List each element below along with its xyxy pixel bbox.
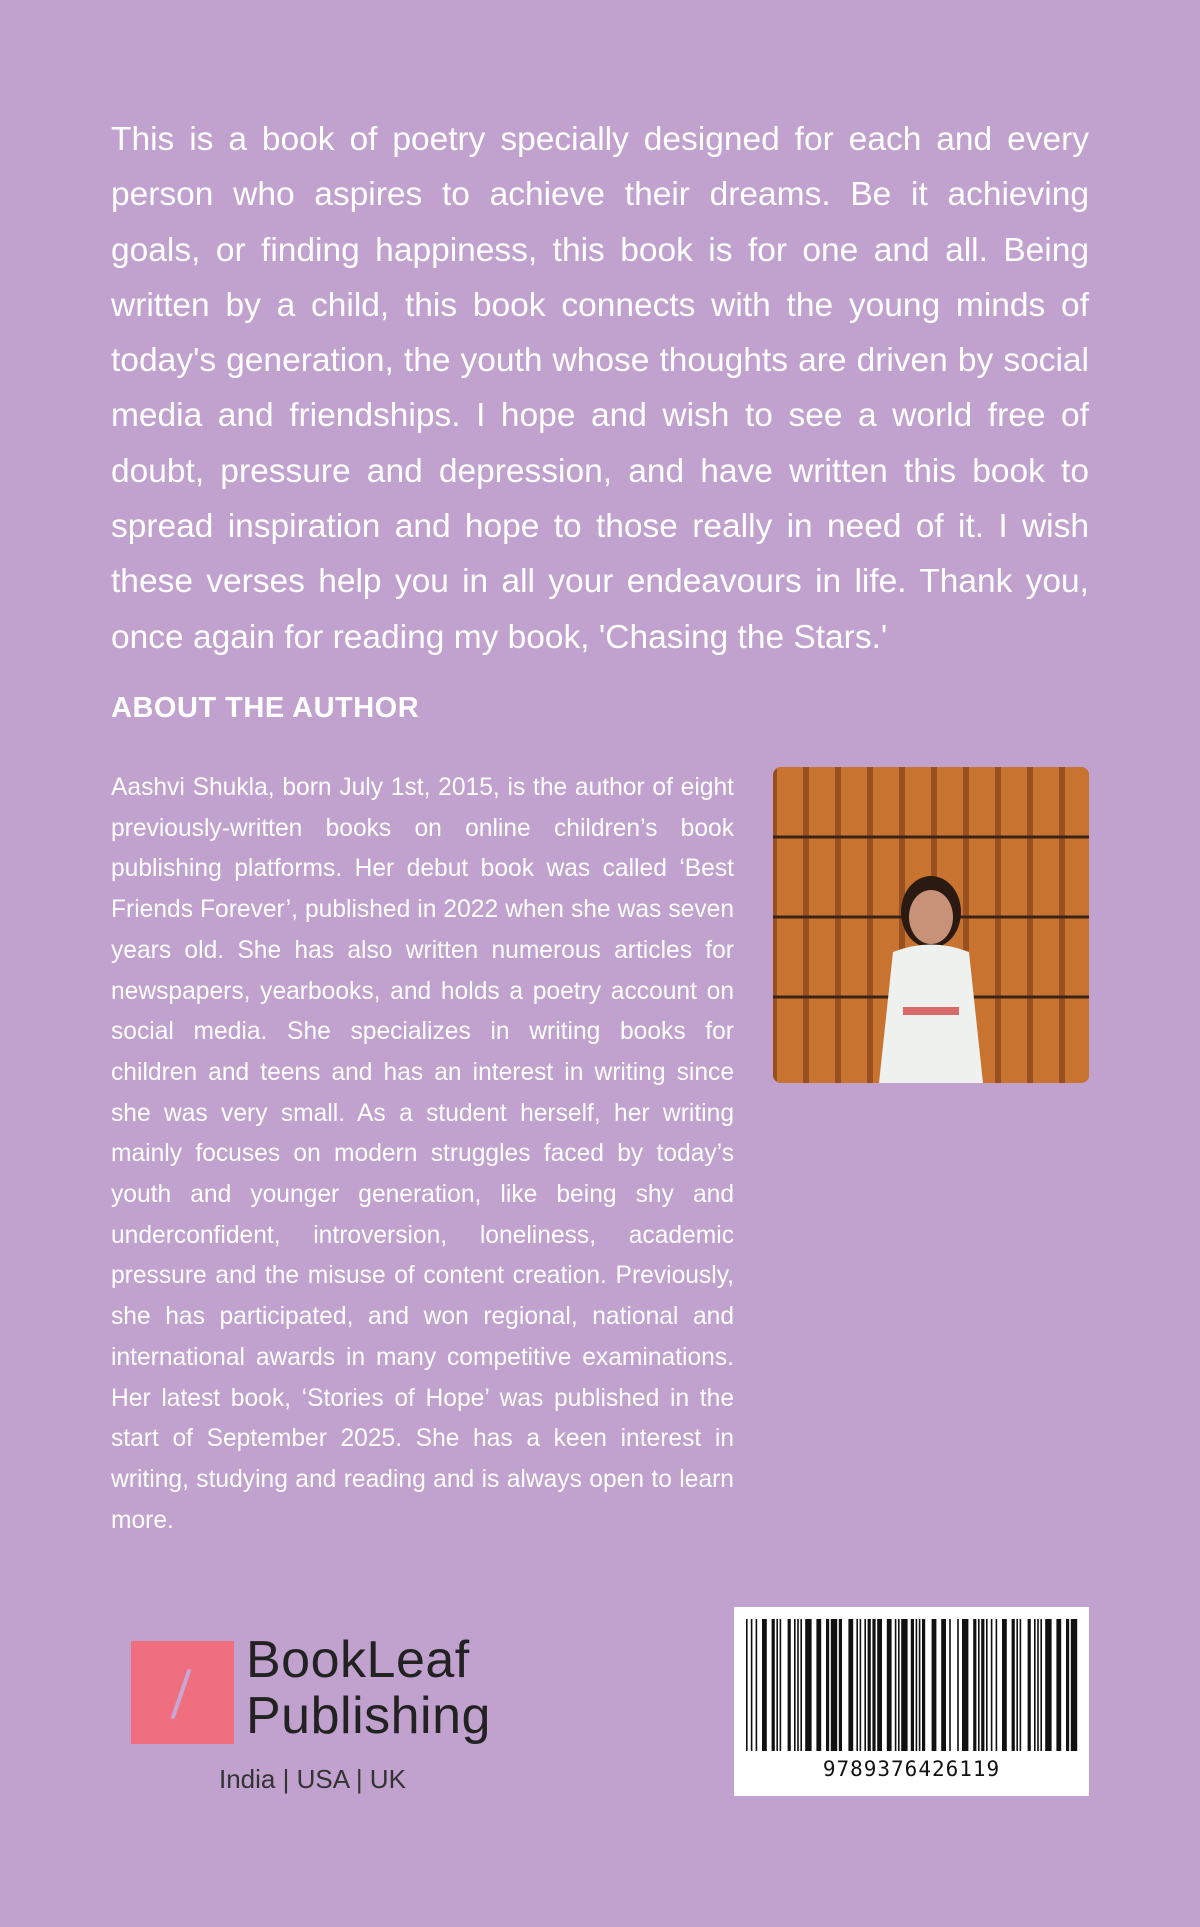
publisher-countries: India | USA | UK xyxy=(219,1764,406,1794)
isbn-number: 9789376426119 xyxy=(822,1757,1001,1781)
book-blurb: This is a book of poetry specially designed for each and every person who aspires to achieve their dreams. Be it achieving goals, or finding happiness, this book is for one and all. Being written by a child, this book connects with the young minds of today's generation, the youth whose thoughts are driven by social media and friendships. I hope and wish to see a world free of doubt, pressure and depression, and have written this book to spread inspiration and hope to those really in need of it. I wish these verses help you in all your endeavours in life. Thank you, once again for reading my book, 'Chasing the Stars.' xyxy=(111,121,1089,656)
publisher-logo-icon xyxy=(131,1641,234,1744)
publisher-name-line1: BookLeaf xyxy=(246,1631,470,1689)
author-bio: Aashvi Shukla, born July 1st, 2015, is the author of eight previously-written books on online children’s book publishing platforms. Her debut book was called ‘Best Friends Forever’, published in 2022 when she was seven years old. She has also written numerous articles for newspapers, yearbooks, and holds a poetry account on social media. She specializes in writing books for children and teens and has an interest in writing since she was very small. As a student herself, her writing mainly focuses on modern struggles faced by today’s youth and younger generation, like being shy and underconfident, introversion, loneliness, academic pressure and the misuse of content creation. Previously, she has participated, and won regional, national and international awards in many competitive examinations. Her latest book, ‘Stories of Hope’ was published in the start of September 2025. She has a keen interest in writing, studying and reading and is always open to learn more. xyxy=(111,774,734,1534)
isbn-barcode xyxy=(734,1607,1089,1796)
publisher-name xyxy=(246,1632,491,1744)
publisher-name-line2: Publishing xyxy=(246,1687,491,1745)
about-author-heading: ABOUT THE AUTHOR xyxy=(111,692,420,724)
author-photo xyxy=(773,767,1089,1083)
